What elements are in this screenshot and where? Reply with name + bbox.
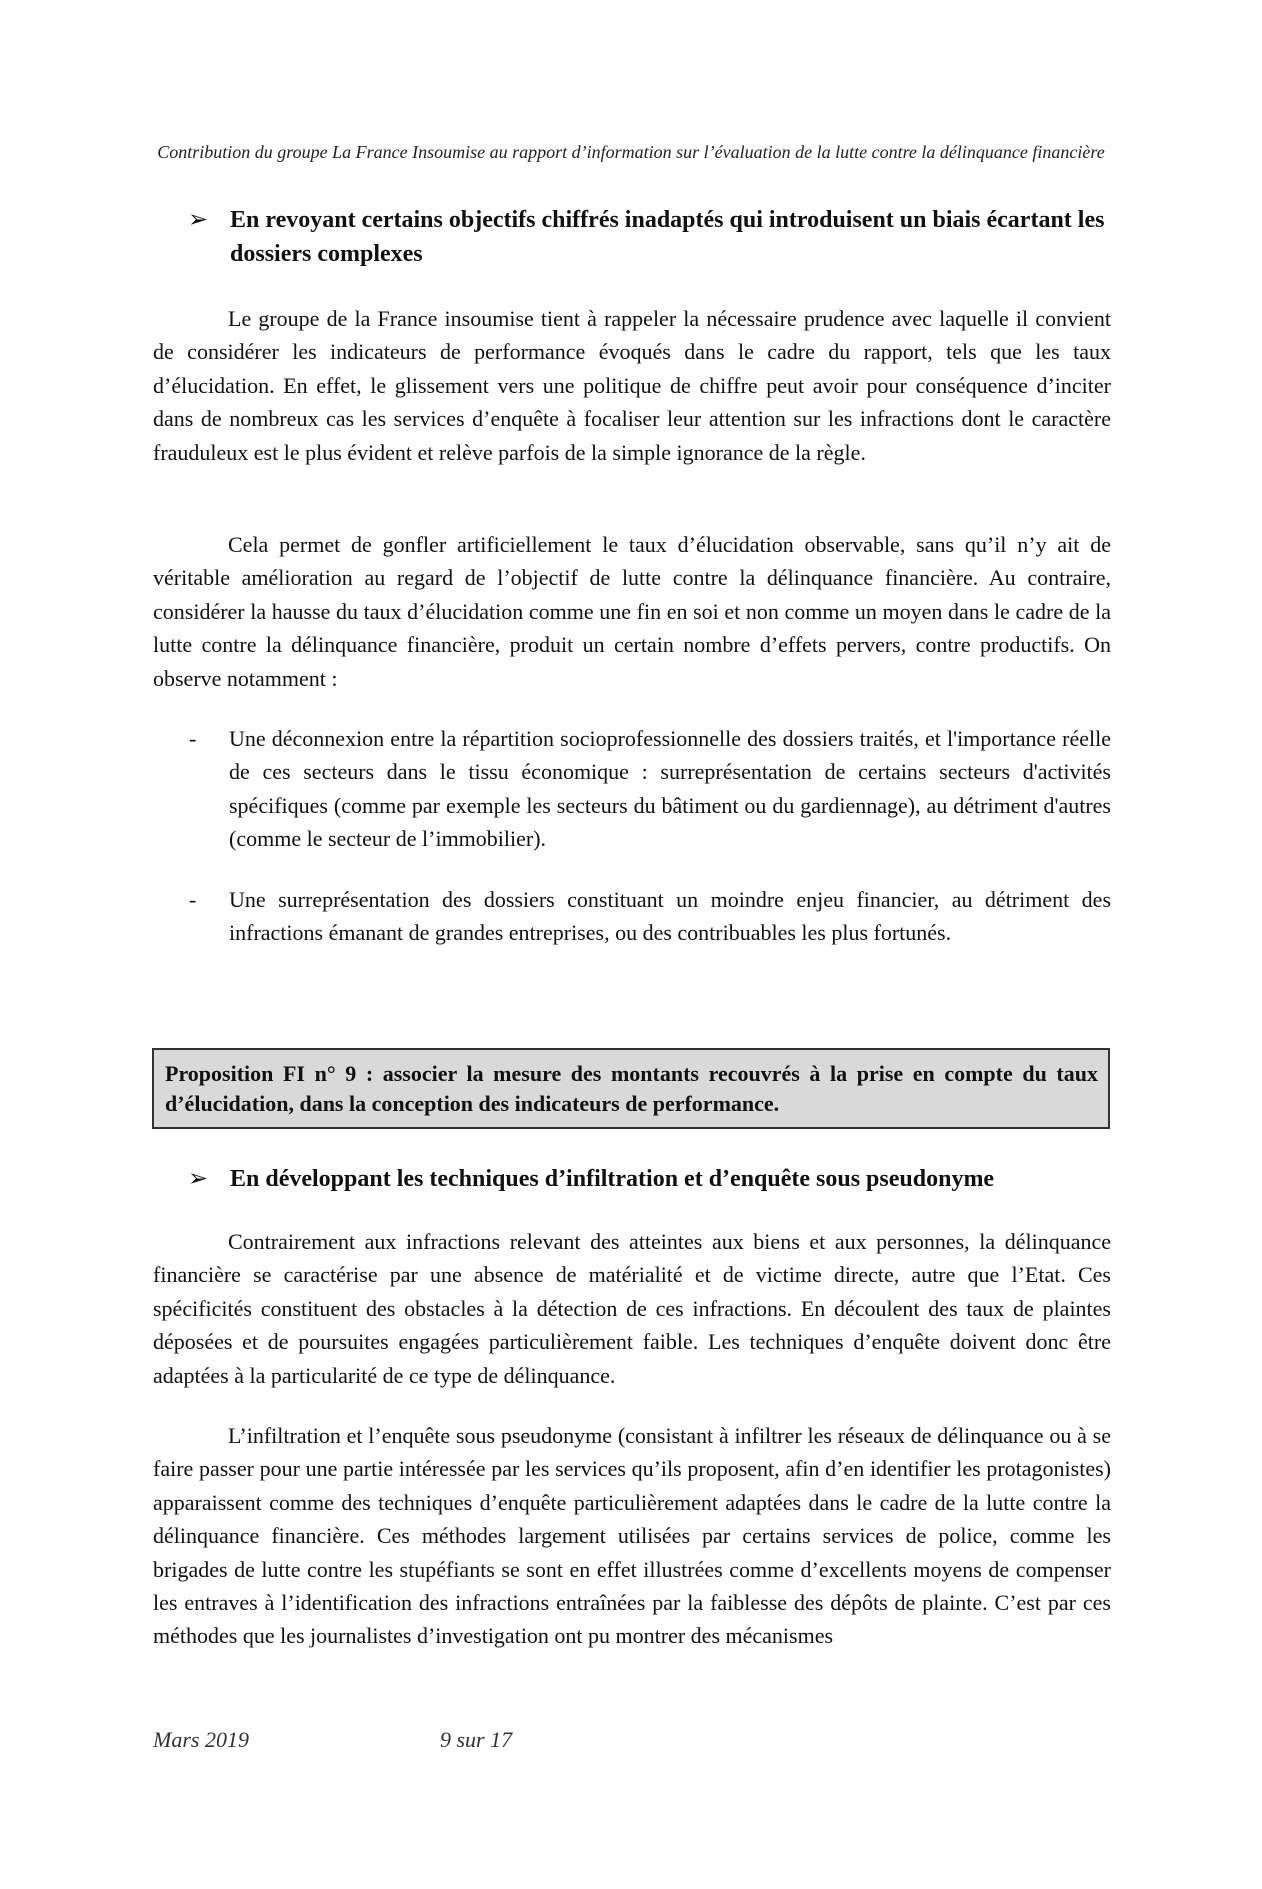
running-header: Contribution du groupe La France Insoumise au rapport d’information sur l’évaluation de la lutte contre la délinquance financière (157, 142, 1105, 162)
dash-bullet: - (189, 887, 197, 912)
list-item-text: Une déconnexion entre la répartition socioprofessionnelle des dossiers traités, et l'importance réelle de ces secteurs dans le tissu économique : surreprésentation de certains secteurs d'activités spécifiques (comme par exemple les secteurs du bâtiment ou du gardiennage), au détriment d'autres (comme le secteur de l’immobilier). (229, 726, 1111, 852)
paragraph: Cela permet de gonfler artificiellement le taux d’élucidation observable, sans qu’il n’y ait de véritable amélioration au regard de l’objectif de lutte contre la délinquance financière. Au contraire, considérer la hausse du taux d’élucidation comme une fin en soi et non comme un moyen dans le cadre de la lutte contre la délinquance financière, produit un certain nombre d’effets pervers, contre productifs. On observe notamment : (153, 532, 1111, 691)
footer-date: Mars 2019 (153, 1727, 249, 1752)
paragraph: Le groupe de la France insoumise tient à rappeler la nécessaire prudence avec laquelle il convient de considérer les indicateurs de performance évoqués dans le cadre du rapport, tels que les taux d’élucidation. En effet, le glissement vers une politique de chiffre peut avoir pour conséquence d’inciter dans de nombreux cas les services d’enquête à focaliser leur attention sur les infractions dont le caractère frauduleux est le plus évident et relève parfois de la simple ignorance de la règle. (153, 306, 1111, 465)
list-item (153, 722, 1111, 856)
section-heading-text: En revoyant certains objectifs chiffrés inadaptés qui introduisent un biais écartant les dossiers complexes (230, 207, 1105, 267)
paragraph: L’infiltration et l’enquête sous pseudonyme (consistant à infiltrer les réseaux de délinquance ou à se faire passer pour une partie intéressée par les services qu’ils proposent, afin d’en identifier les protagonistes) apparaissent comme des techniques d’enquête particulièrement adaptées dans le cadre de la lutte contre la délinquance financière. Ces méthodes largement utilisées par certains services de police, comme les brigades de lutte contre les stupéfiants se sont en effet illustrées comme d’excellents moyens de compenser les entraves à l’identification des infractions entraînées par la faiblesse des dépôts de plainte. C’est par ces méthodes que les journalistes d’investigation ont pu montrer des mécanismes (153, 1423, 1111, 1649)
section-heading-text: En développant les techniques d’infiltration et d’enquête sous pseudonyme (230, 1166, 995, 1192)
list-item (153, 883, 1111, 950)
arrow-bullet-icon: ➢ (188, 207, 209, 233)
dash-bullet: - (189, 726, 197, 751)
section-heading-infiltration (188, 1162, 1108, 1196)
footer-page-number: 9 sur 17 (440, 1727, 513, 1752)
paragraph: Contrairement aux infractions relevant des atteintes aux biens et aux personnes, la délinquance financière se caractérise par une absence de matérialité et de victime directe, autre que l’Etat. Ces spécificités constituent des obstacles à la détection de ces infractions. En découlent des taux de plaintes déposées et de poursuites engagées particulièrement faible. Les techniques d’enquête doivent donc être adaptées à la particularité de ce type de délinquance. (153, 1229, 1111, 1388)
list-item-text: Une surreprésentation des dossiers constituant un moindre enjeu financier, au détriment des infractions émanant de grandes entreprises, ou des contribuables les plus fortunés. (229, 887, 1111, 946)
arrow-bullet-icon: ➢ (188, 1166, 209, 1192)
proposal-box: Proposition FI n° 9 : associer la mesure des montants recouvrés à la prise en compte du taux d’élucidation, dans la conception des indicateurs de performance. (152, 1048, 1110, 1129)
section-heading-objectives (188, 203, 1108, 271)
